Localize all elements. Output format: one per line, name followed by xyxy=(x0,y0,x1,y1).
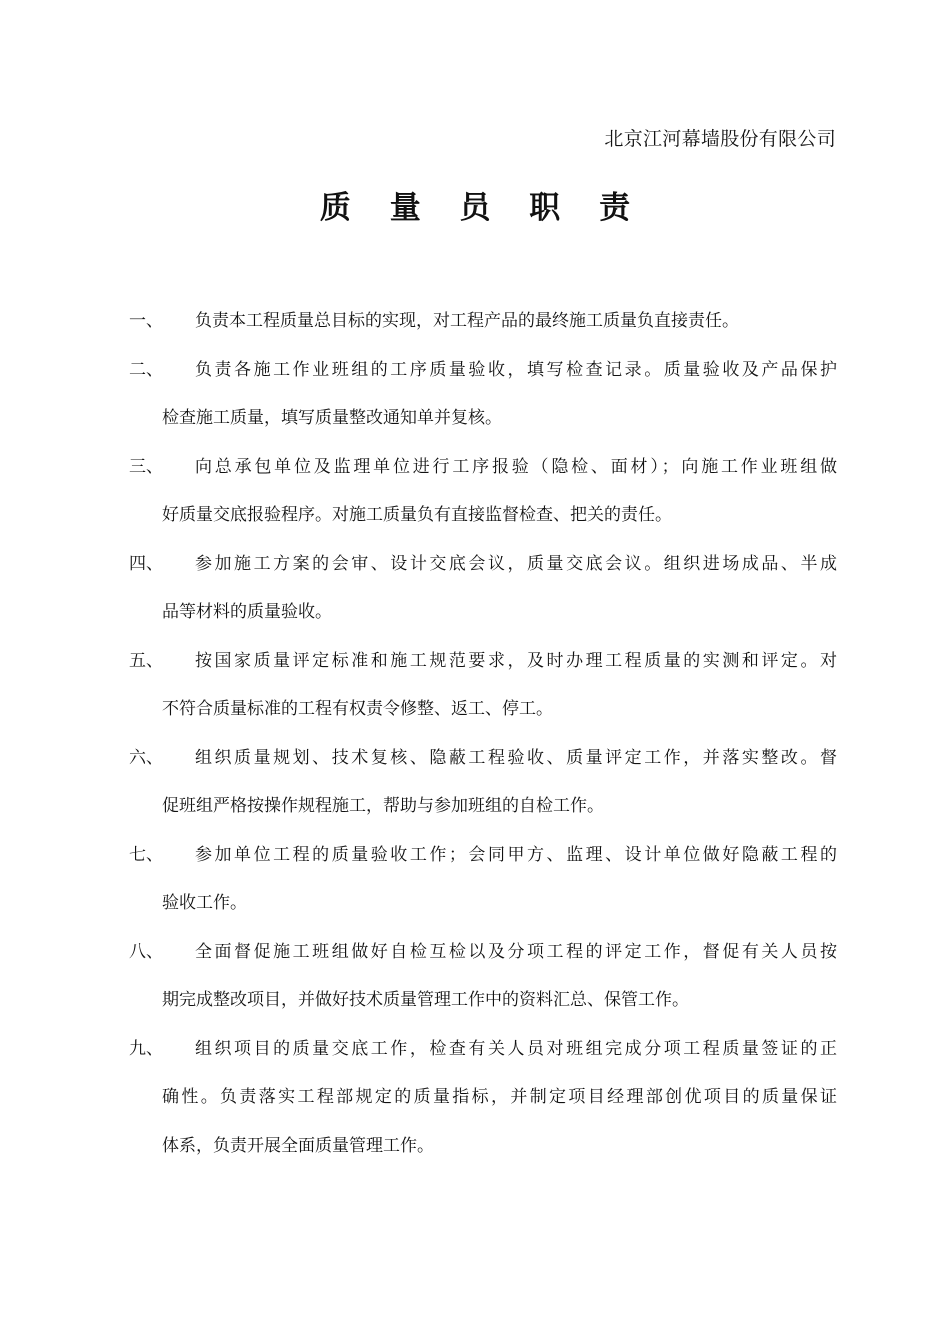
list-item xyxy=(129,355,837,452)
list-item xyxy=(129,306,837,355)
item-number: 八、 xyxy=(129,941,163,962)
item-text: 向总承包单位及监理单位进行工序报验（隐检、面材）；向施工作业班组做 xyxy=(195,456,837,477)
item-number: 三、 xyxy=(129,456,163,477)
item-number: 二、 xyxy=(129,359,163,380)
item-number: 一、 xyxy=(129,311,163,331)
list-item xyxy=(129,840,837,937)
item-text: 参加施工方案的会审、设计交底会议，质量交底会议。组织进场成品、半成 xyxy=(195,553,837,574)
item-text: 验收工作。 xyxy=(162,893,247,913)
page-title: 质 量 员 职 责 xyxy=(319,190,645,226)
item-text: 参加单位工程的质量验收工作；会同甲方、监理、设计单位做好隐蔽工程的 xyxy=(195,844,837,865)
item-number: 九、 xyxy=(129,1038,163,1059)
list-item xyxy=(129,743,837,840)
item-text: 组织项目的质量交底工作，检查有关人员对班组完成分项工程质量签证的正 xyxy=(195,1038,837,1059)
list-item xyxy=(129,549,837,646)
item-text: 促班组严格按操作规程施工，帮助与参加班组的自检工作。 xyxy=(162,796,604,816)
item-text: 不符合质量标准的工程有权责令修整、返工、停工。 xyxy=(162,699,553,719)
item-text: 确性。负责落实工程部规定的质量指标，并制定项目经理部创优项目的质量保证 xyxy=(162,1087,837,1107)
item-text: 期完成整改项目，并做好技术质量管理工作中的资料汇总、保管工作。 xyxy=(162,990,689,1010)
item-text: 按国家质量评定标准和施工规范要求，及时办理工程质量的实测和评定。对 xyxy=(195,650,837,671)
item-number: 六、 xyxy=(129,747,163,768)
item-text: 负责各施工作业班组的工序质量验收，填写检查记录。质量验收及产品保护 xyxy=(195,359,837,380)
company-name: 北京江河幕墙股份有限公司 xyxy=(604,128,836,150)
item-number: 四、 xyxy=(129,553,163,574)
list-item xyxy=(129,452,837,549)
item-text: 全面督促施工班组做好自检互检以及分项工程的评定工作，督促有关人员按 xyxy=(195,941,837,962)
item-text: 品等材料的质量验收。 xyxy=(162,602,332,622)
list-item xyxy=(129,1034,837,1180)
item-text: 好质量交底报验程序。对施工质量负有直接监督检查、把关的责任。 xyxy=(162,505,672,525)
list-item xyxy=(129,646,837,743)
item-text: 组织质量规划、技术复核、隐蔽工程验收、质量评定工作，并落实整改。督 xyxy=(195,747,837,768)
list-item xyxy=(129,937,837,1034)
item-text: 负责本工程质量总目标的实现，对工程产品的最终施工质量负直接责任。 xyxy=(195,311,739,331)
item-number: 五、 xyxy=(129,650,163,671)
item-text: 检查施工质量，填写质量整改通知单并复核。 xyxy=(162,408,502,428)
duty-list xyxy=(129,306,837,1179)
item-text: 体系，负责开展全面质量管理工作。 xyxy=(162,1135,434,1156)
item-number: 七、 xyxy=(129,844,163,865)
